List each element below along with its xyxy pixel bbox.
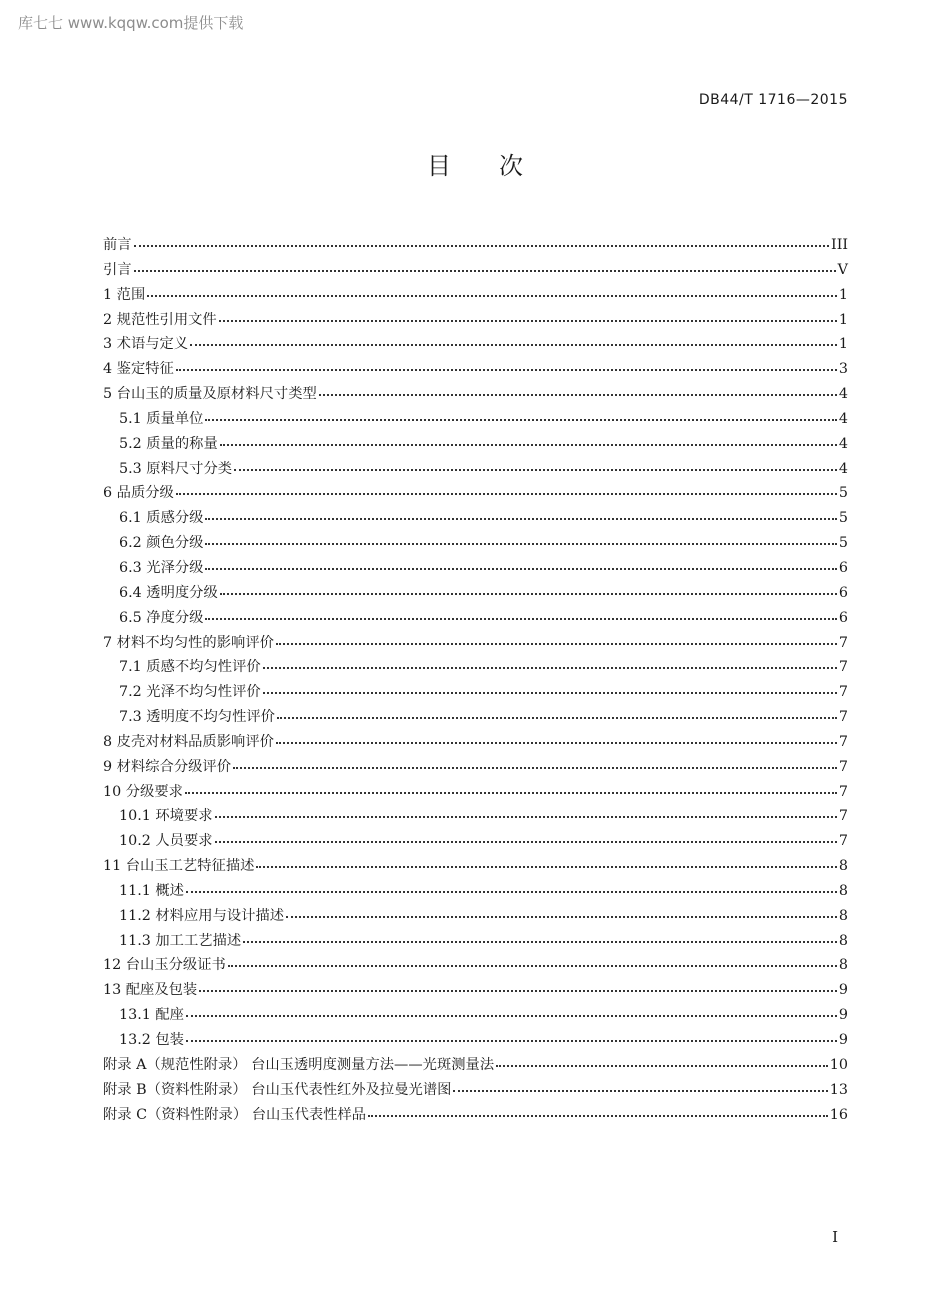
toc-entry-page: 7 [838, 684, 848, 701]
toc-entry[interactable] [103, 830, 848, 855]
toc-leader-dots [496, 1053, 828, 1067]
toc-entry[interactable] [103, 706, 848, 731]
toc-leader-dots [134, 258, 836, 272]
toc-entry-page: 16 [829, 1106, 848, 1123]
toc-leader-dots [256, 854, 836, 868]
toc-entry-label: 净度分级 [146, 609, 204, 626]
toc-entry-number: 1 [103, 286, 113, 303]
toc-entry[interactable] [103, 855, 848, 880]
toc-entry[interactable] [103, 1054, 848, 1079]
toc-entry-label: 颜色分级 [146, 535, 204, 552]
toc-entry-page: 5 [838, 510, 848, 527]
page-number: I [832, 1228, 838, 1246]
toc-entry-page: 4 [838, 410, 848, 427]
toc-entry-page: 8 [838, 932, 848, 949]
toc-entry-number: 5 [103, 386, 113, 403]
toc-entry-label: 透明度不均匀性评价 [146, 709, 275, 726]
toc-leader-dots [186, 1003, 837, 1017]
toc-entry-number: 6.2 [119, 535, 142, 552]
toc-leader-dots [277, 705, 837, 719]
toc-entry-number: 2 [103, 311, 113, 328]
toc-entry[interactable] [103, 532, 848, 557]
toc-leader-dots [186, 879, 837, 893]
toc-leader-dots [199, 978, 837, 992]
toc-entry-page: 7 [838, 833, 848, 850]
toc-entry-label: 质量单位 [146, 410, 204, 427]
toc-entry-page: 7 [838, 808, 848, 825]
toc-entry-page: 4 [838, 435, 848, 452]
toc-entry-label: 环境要求 [155, 808, 213, 825]
toc-entry-label: 材料应用与设计描述 [155, 907, 285, 924]
toc-entry-label: 质感不均匀性评价 [146, 659, 261, 676]
toc-leader-dots [147, 283, 837, 297]
page-title [0, 146, 950, 181]
toc-entry-number: 13.1 [119, 1007, 151, 1024]
toc-leader-dots [190, 332, 837, 346]
toc-entry[interactable] [103, 756, 848, 781]
toc-entry-label: 包装 [155, 1032, 184, 1048]
toc-entry[interactable] [103, 1004, 848, 1029]
toc-leader-dots [186, 1028, 837, 1042]
table-of-contents [103, 234, 848, 1128]
toc-entry-page: 4 [838, 460, 848, 477]
toc-entry-label: 术语与定义 [116, 336, 189, 353]
toc-entry[interactable] [103, 656, 848, 681]
toc-entry[interactable] [103, 1029, 848, 1054]
toc-entry[interactable] [103, 681, 848, 706]
toc-entry-number: 4 [103, 361, 113, 378]
toc-entry[interactable] [103, 557, 848, 582]
toc-entry-label: 原料尺寸分类 [146, 460, 233, 477]
toc-entry-number: 11.2 [119, 907, 151, 924]
toc-entry-page: 6 [838, 584, 848, 601]
toc-leader-dots [243, 929, 837, 943]
toc-entry[interactable] [103, 880, 848, 905]
toc-leader-dots [205, 556, 836, 570]
toc-entry[interactable] [103, 309, 848, 334]
toc-entry-number: 7.2 [119, 684, 142, 701]
toc-entry[interactable] [103, 333, 848, 358]
toc-entry-number: 11.1 [119, 882, 151, 899]
toc-leader-dots [233, 755, 837, 769]
toc-entry[interactable] [103, 284, 848, 309]
toc-entry-label: 台山玉的质量及原材料尺寸类型 [116, 386, 317, 403]
toc-entry[interactable] [103, 979, 848, 1004]
toc-leader-dots [220, 581, 837, 595]
toc-leader-dots [205, 407, 836, 421]
toc-entry-page: 1 [838, 286, 848, 303]
toc-entry-label: 透明度分级 [146, 584, 218, 601]
toc-entry[interactable] [103, 632, 848, 657]
toc-entry-page: 3 [838, 361, 848, 378]
toc-entry-number: 6 [103, 485, 113, 502]
toc-leader-dots [134, 233, 829, 247]
toc-entry-number: 12 [103, 957, 122, 974]
toc-entry-number: 10.1 [119, 808, 151, 825]
toc-entry[interactable] [103, 433, 848, 458]
toc-entry-label: 台山玉分级证书 [125, 957, 226, 974]
toc-entry-label: 品质分级 [116, 485, 174, 502]
toc-leader-dots [215, 804, 837, 818]
toc-entry[interactable] [103, 905, 848, 930]
toc-entry-label: 材料不均匀性的影响评价 [116, 634, 274, 651]
toc-entry-label: 附录 A（规范性附录） 台山玉透明度测量方法——光斑测量法 [103, 1056, 495, 1073]
toc-entry-number: 11 [103, 858, 122, 875]
title-char-1: 目 [427, 152, 451, 180]
toc-entry[interactable] [103, 259, 848, 284]
toc-entry-label: 附录 B（资料性附录） 台山玉代表性红外及拉曼光谱图 [103, 1081, 452, 1098]
toc-entry-number: 13.2 [119, 1032, 151, 1048]
toc-entry[interactable] [103, 930, 848, 955]
toc-entry[interactable] [103, 408, 848, 433]
toc-entry[interactable] [103, 1079, 848, 1104]
toc-entry-page: 7 [838, 709, 848, 726]
toc-leader-dots [185, 780, 837, 794]
toc-entry-label: 引言 [103, 261, 132, 278]
toc-entry-number: 7.1 [119, 659, 142, 676]
toc-entry-label: 附录 C（资料性附录） 台山玉代表性样品 [103, 1106, 367, 1123]
toc-entry-page: 5 [838, 485, 848, 502]
toc-entry-number: 6.4 [119, 584, 142, 601]
toc-entry-label: 人员要求 [155, 833, 213, 850]
toc-entry-label: 配座及包装 [125, 982, 198, 999]
toc-entry-number: 5.2 [119, 435, 142, 452]
toc-entry-label: 皮壳对材料品质影响评价 [116, 733, 274, 750]
toc-entry-page: 9 [838, 1032, 848, 1048]
toc-entry[interactable] [103, 482, 848, 507]
toc-entry[interactable] [103, 607, 848, 632]
toc-leader-dots [176, 481, 837, 495]
toc-leader-dots [276, 730, 837, 744]
toc-entry-page: 1 [838, 311, 848, 328]
toc-entry-label: 分级要求 [125, 783, 183, 800]
toc-entry[interactable] [103, 805, 848, 830]
toc-entry-number: 6.1 [119, 510, 142, 527]
toc-entry-page: 6 [838, 609, 848, 626]
toc-entry-label: 概述 [155, 882, 184, 899]
toc-entry-page: 5 [838, 535, 848, 552]
toc-entry-page: 1 [838, 336, 848, 353]
toc-entry-number: 10.2 [119, 833, 151, 850]
toc-entry-page: 9 [838, 1007, 848, 1024]
toc-leader-dots [219, 308, 837, 322]
toc-entry-label: 前言 [103, 237, 132, 253]
toc-entry[interactable] [103, 458, 848, 483]
toc-entry-number: 5.3 [119, 460, 142, 477]
toc-entry[interactable] [103, 1104, 848, 1129]
toc-entry-page: III [831, 237, 848, 253]
toc-leader-dots [205, 606, 836, 620]
toc-entry[interactable] [103, 358, 848, 383]
toc-entry-label: 范围 [116, 286, 146, 303]
toc-entry[interactable] [103, 507, 848, 532]
toc-entry-page: 7 [838, 659, 848, 676]
toc-entry-page: 8 [838, 882, 848, 899]
toc-leader-dots [319, 382, 837, 396]
toc-leader-dots [176, 357, 837, 371]
toc-entry-number: 6.3 [119, 559, 142, 576]
toc-entry[interactable] [103, 383, 848, 408]
toc-entry-label: 加工工艺描述 [155, 932, 242, 949]
toc-entry-label: 光泽分级 [146, 559, 204, 576]
toc-entry-number: 9 [103, 758, 113, 775]
toc-entry-page: 13 [829, 1081, 848, 1098]
toc-entry[interactable] [103, 731, 848, 756]
toc-entry-label: 鉴定特征 [116, 361, 174, 378]
toc-leader-dots [220, 432, 837, 446]
toc-entry-number: 10 [103, 783, 122, 800]
toc-entry-label: 材料综合分级评价 [116, 758, 232, 775]
toc-entry-page: 7 [838, 634, 848, 651]
toc-entry[interactable] [103, 234, 848, 259]
toc-leader-dots [215, 829, 837, 843]
toc-entry-page: 4 [838, 386, 848, 403]
toc-entry-label: 台山玉工艺特征描述 [125, 858, 255, 875]
toc-entry-label: 规范性引用文件 [116, 311, 217, 328]
toc-entry-page: 9 [838, 982, 848, 999]
toc-entry-page: 7 [838, 783, 848, 800]
toc-entry[interactable] [103, 582, 848, 607]
toc-entry-number: 7.3 [119, 709, 142, 726]
toc-entry-page: 7 [838, 733, 848, 750]
toc-entry-number: 13 [103, 982, 122, 999]
toc-entry-page: V [837, 261, 848, 278]
title-char-2: 次 [499, 152, 523, 180]
toc-entry-page: 8 [838, 907, 848, 924]
toc-leader-dots [228, 953, 837, 967]
toc-leader-dots [276, 631, 837, 645]
toc-entry-page: 7 [838, 758, 848, 775]
toc-leader-dots [286, 904, 837, 918]
toc-entry-page: 6 [838, 559, 848, 576]
document-code: DB44/T 1716—2015 [698, 92, 848, 108]
toc-entry-number: 6.5 [119, 609, 142, 626]
toc-leader-dots [453, 1078, 827, 1092]
toc-leader-dots [368, 1103, 828, 1117]
toc-entry-number: 3 [103, 336, 113, 353]
toc-entry-number: 8 [103, 733, 113, 750]
watermark-text: 库七七 www.kqqw.com提供下载 [18, 14, 244, 32]
toc-leader-dots [234, 457, 837, 471]
toc-entry-page: 8 [838, 957, 848, 974]
toc-entry-label: 质感分级 [146, 510, 204, 527]
toc-leader-dots [263, 680, 837, 694]
toc-entry-label: 光泽不均匀性评价 [146, 684, 261, 701]
toc-entry-label: 质量的称量 [146, 435, 218, 452]
toc-entry[interactable] [103, 954, 848, 979]
toc-entry-page: 8 [838, 858, 848, 875]
toc-leader-dots [205, 506, 836, 520]
toc-entry-label: 配座 [155, 1007, 184, 1024]
toc-leader-dots [205, 531, 836, 545]
toc-leader-dots [263, 655, 837, 669]
toc-entry-number: 7 [103, 634, 113, 651]
toc-entry-number: 5.1 [119, 410, 142, 427]
toc-entry[interactable] [103, 781, 848, 806]
toc-entry-number: 11.3 [119, 932, 151, 949]
toc-entry-page: 10 [829, 1056, 848, 1073]
